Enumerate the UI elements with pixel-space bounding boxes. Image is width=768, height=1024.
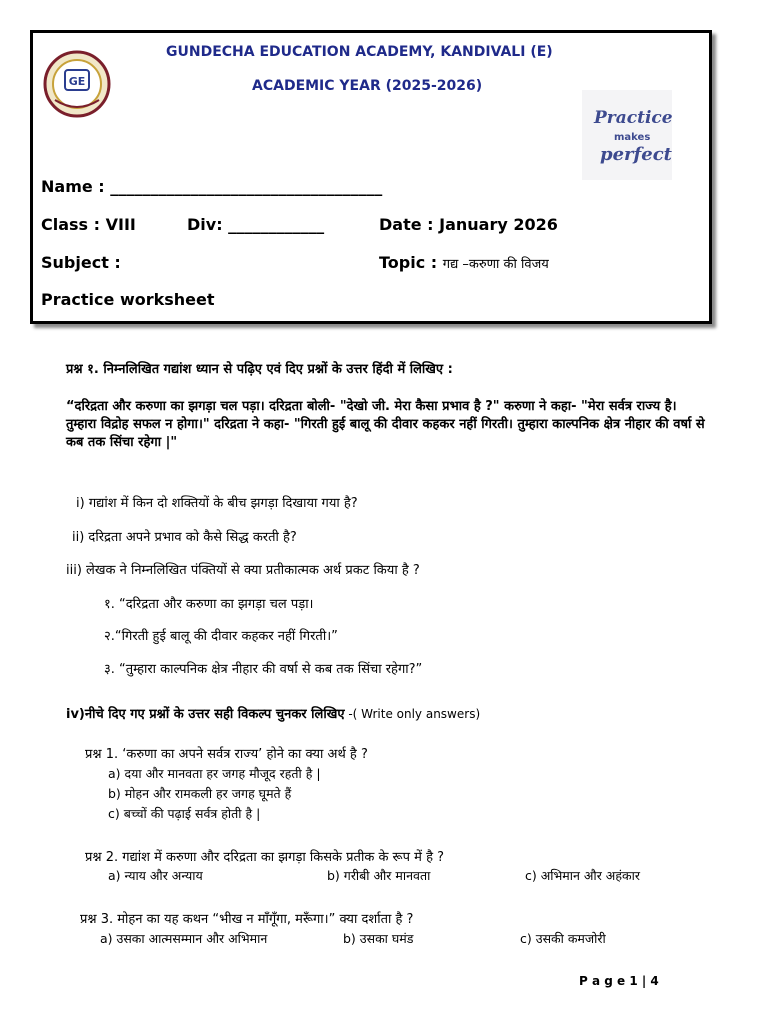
mcq-2-question: प्रश्न 2. गद्यांश में करुणा और दरिद्रता का झगड़ा किसके प्रतीक के रूप में है ?	[85, 850, 445, 865]
mcq-1-option-a: a) दया और मानवता हर जगह मौजूद रहती है |	[108, 766, 321, 781]
school-name: GUNDECHA EDUCATION ACADEMY, KANDIVALI (E)	[166, 44, 553, 60]
subject-label: Subject :	[41, 253, 121, 272]
question-i: i) गद्यांश में किन दो शक्तियों के बीच झगड़ा दिखाया गया है?	[76, 496, 358, 511]
question-ii: ii) दरिद्रता अपने प्रभाव को कैसे सिद्ध करती है?	[72, 530, 297, 545]
q1-heading: प्रश्न १. निम्नलिखित गद्यांश ध्यान से पढ़िए एवं दिए प्रश्नों के उत्तर हिंदी में लिखिए :	[66, 362, 453, 377]
question-iv-text: iv)नीचे दिए गए प्रश्नों के उत्तर सही विकल्प चुनकर लिखिए	[66, 707, 345, 722]
practice-badge	[582, 90, 672, 180]
topic-value: गद्य –करुणा की विजय	[442, 257, 549, 272]
topic-field	[379, 253, 549, 272]
class-label: Class : VIII	[41, 215, 136, 234]
mcq-1-option-c: c) बच्चों की पढ़ाई सर्वत्र होती है |	[108, 806, 261, 821]
topic-label: Topic :	[379, 253, 443, 272]
worksheet-label: Practice worksheet	[41, 290, 215, 309]
question-iv-note: -( Write only answers)	[344, 707, 481, 721]
div-label: Div: ____________	[187, 215, 325, 234]
mcq-1-option-b: b) मोहन और रामकली हर जगह घूमते हैं	[108, 786, 292, 801]
mcq-3-option-c: c) उसकी कमजोरी	[520, 931, 606, 946]
question-iii-line-3: ३. “तुम्हारा काल्पनिक क्षेत्र नीहार की वर्षा से कब तक सिंचा रहेगा?”	[104, 662, 423, 677]
academic-year: ACADEMIC YEAR (2025-2026)	[252, 78, 483, 94]
mcq-2-option-c: c) अभिमान और अहंकार	[525, 868, 640, 883]
mcq-3-question: प्रश्न 3. मोहन का यह कथन “भीख न माँगूँगा, मरूँगा।” क्या दर्शाता है ?	[80, 912, 414, 927]
question-iii-line-2: २.“गिरती हुई बालू की दीवार कहकर नहीं गिरती।”	[104, 629, 338, 644]
page-number: P a g e 1 | 4	[579, 974, 659, 988]
mcq-2-option-b: b) गरीबी और मानवता	[327, 868, 431, 883]
badge-line-1: Practice	[594, 108, 673, 128]
name-field	[41, 177, 382, 196]
date-label: Date : January 2026	[379, 215, 558, 234]
logo-text: GE	[68, 75, 86, 88]
school-logo	[43, 50, 111, 118]
question-iii-line-1: १. “दरिद्रता और करुणा का झगड़ा चल पड़ा।	[104, 597, 314, 612]
mcq-1-question: प्रश्न 1. ‘करुणा का अपने सर्वत्र राज्य’ होने का क्या अर्थ है ?	[85, 747, 368, 762]
question-iii: iii) लेखक ने निम्नलिखित पंक्तियों से क्या प्रतीकात्मक अर्थ प्रकट किया है ?	[66, 563, 420, 578]
badge-line-3: perfect	[600, 144, 672, 165]
name-line: __________________________________	[110, 177, 383, 196]
badge-line-2: makes	[614, 132, 651, 143]
passage-text: “दरिद्रता और करुणा का झगड़ा चल पड़ा। दरिद्रता बोली- "देखो जी. मेरा कैसा प्रभाव है ?" करुणा ने कहा- "मेरा सर्वत्र राज्य है। तुम्हारा विद्रोह सफल न होगा।" दरिद्रता ने कहा- "गिरती हुई बालू की दीवार कहकर नहीं गिरती। तुम्हारा काल्पनिक क्षेत्र नीहार की वर्षा से कब तक सिंचा रहेगा |"	[66, 399, 705, 450]
mcq-2-option-a: a) न्याय और अन्याय	[108, 868, 203, 883]
name-label: Name :	[41, 177, 111, 196]
mcq-3-option-a: a) उसका आत्मसम्मान और अभिमान	[100, 931, 268, 946]
mcq-3-option-b: b) उसका घमंड	[343, 931, 414, 946]
question-iv	[66, 703, 480, 722]
